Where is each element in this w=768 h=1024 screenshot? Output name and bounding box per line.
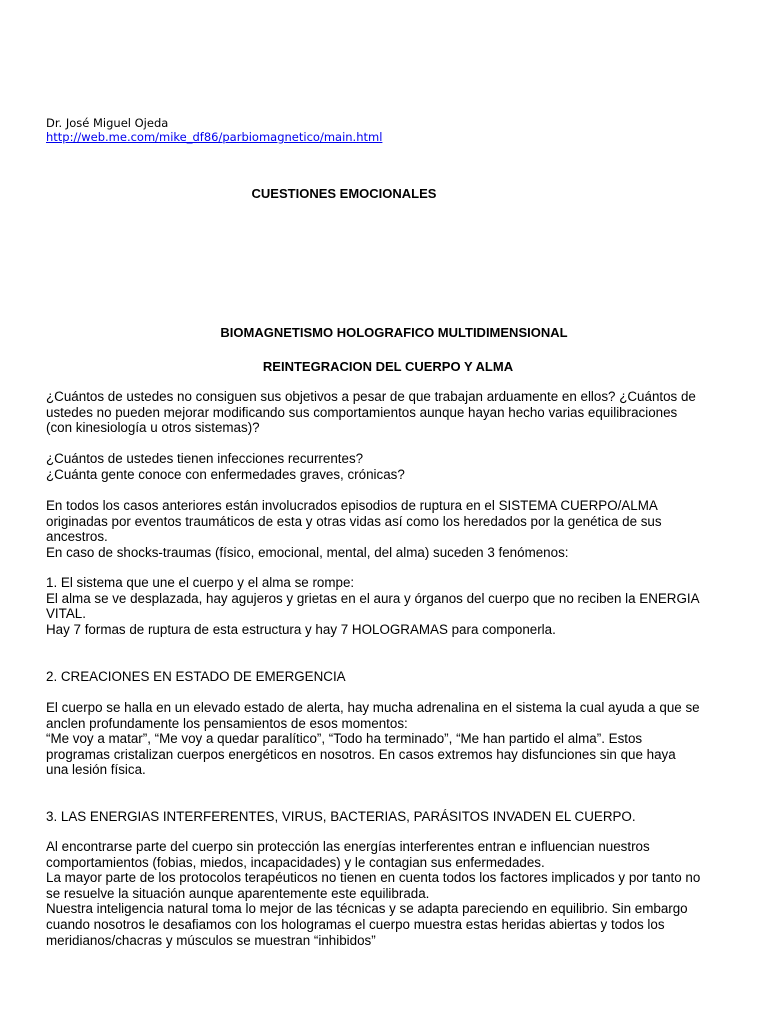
text-line: 3. LAS ENERGIAS INTERFERENTES, VIRUS, BACTERIAS, PARÁSITOS INVADEN EL CUERPO.	[46, 809, 636, 824]
text-line: En caso de shocks-traumas (físico, emocional, mental, del alma) suceden 3 fenómenos:	[46, 544, 569, 560]
title-cuestiones-emocionales: CUESTIONES EMOCIONALES	[251, 186, 437, 201]
website-link[interactable]: http://web.me.com/mike_df86/parbiomagnetico/main.html	[46, 130, 383, 144]
text-line: Hay 7 formas de ruptura de esta estructura y hay 7 HOLOGRAMAS para componerla.	[46, 621, 556, 637]
text-line: cuando nosotros le desafiamos con los hologramas el cuerpo muestra estas heridas abiertas y todos los	[46, 916, 665, 932]
text-line: ancestros.	[46, 529, 108, 545]
text-line: 2. CREACIONES EN ESTADO DE EMERGENCIA	[46, 669, 346, 684]
point-2-paragraph	[46, 700, 746, 778]
questions-paragraph	[46, 451, 746, 482]
title-reintegracion: REINTEGRACION DEL CUERPO Y ALMA	[262, 359, 514, 374]
text-line: La mayor parte de los protocolos terapéuticos no tienen en cuenta todos los factores implicados y por tanto no	[46, 870, 701, 886]
text-line: Nuestra inteligencia natural toma lo mejor de las técnicas y se adapta pareciendo en equilibrio. Sin embargo	[46, 901, 688, 917]
text-line: El cuerpo se halla en un elevado estado de alerta, hay mucha adrenalina en el sistema la cual ayuda a que se	[46, 700, 700, 715]
text-line: En todos los casos anteriores están involucrados episodios de ruptura en el SISTEMA CUERPO/ALMA	[46, 498, 658, 513]
author-name: Dr. José Miguel Ojeda	[46, 116, 169, 130]
text-line: (con kinesiología u otros sistemas)?	[46, 420, 260, 436]
intro-paragraph	[46, 389, 746, 436]
text-line: El alma se ve desplazada, hay agujeros y grietas en el aura y órganos del cuerpo que no reciben la ENERGIA	[46, 590, 700, 606]
text-line: una lesión física.	[46, 762, 146, 778]
text-line: 1. El sistema que une el cuerpo y el alma se rompe:	[46, 575, 355, 590]
point-3-paragraph	[46, 839, 746, 948]
point-1-paragraph	[46, 575, 746, 637]
text-line: anclen profundamente los pensamientos de esos momentos:	[46, 715, 408, 731]
text-line: comportamientos (fobias, miedos, incapacidades) y le contagian sus enfermedades.	[46, 854, 545, 870]
title-biomagnetismo: BIOMAGNETISMO HOLOGRAFICO MULTIDIMENSIONAL	[220, 325, 568, 340]
text-line: ¿Cuántos de ustedes tienen infecciones recurrentes?	[46, 451, 364, 466]
text-line: “Me voy a matar”, “Me voy a quedar paralítico”, “Todo ha terminado”, “Me han partido el alma”. Estos	[46, 731, 643, 747]
text-line: meridianos/chacras y músculos se muestran “inhibidos”	[46, 932, 376, 948]
cases-paragraph	[46, 498, 746, 560]
point-2-title	[46, 669, 746, 685]
text-line: programas cristalizan cuerpos energéticos en nosotros. En casos extremos hay disfunciones sin que haya	[46, 746, 676, 762]
point-3-title	[46, 809, 746, 825]
text-line: originadas por eventos traumáticos de esta y otras vidas así como los heredados por la genética de sus	[46, 513, 662, 529]
text-line: Al encontrarse parte del cuerpo sin protección las energías interferentes entran e influencian nuestros	[46, 839, 650, 854]
text-line: ustedes no pueden mejorar modificando sus comportamientos aunque hayan hecho varias equilibraciones	[46, 404, 678, 420]
text-line: VITAL.	[46, 606, 86, 622]
text-line: se resuelve la situación aunque aparentemente este equilibrada.	[46, 885, 430, 901]
text-line: ¿Cuántos de ustedes no consiguen sus objetivos a pesar de que trabajan arduamente en ellos? ¿Cuántos de	[46, 389, 696, 404]
text-line: ¿Cuánta gente conoce con enfermedades graves, crónicas?	[46, 466, 405, 482]
